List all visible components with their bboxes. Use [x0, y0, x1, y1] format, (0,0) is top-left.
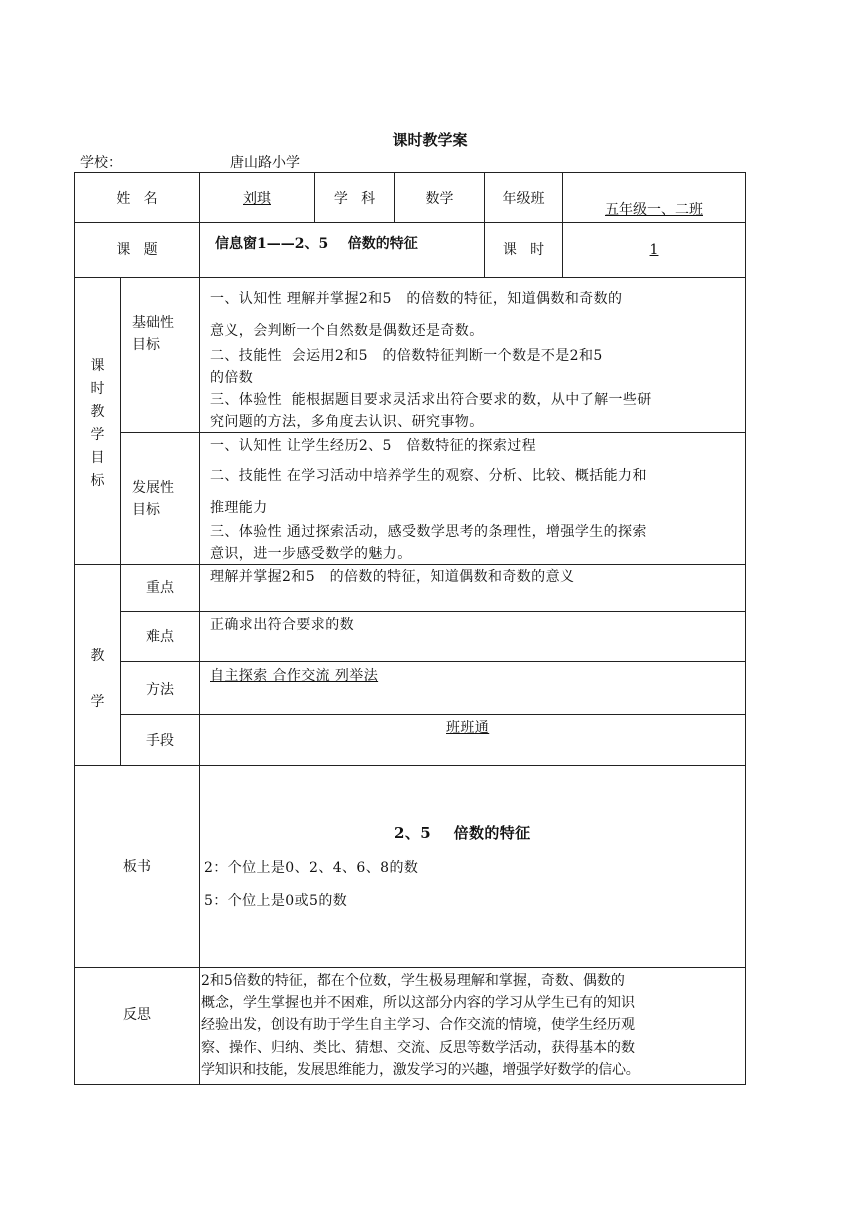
- subject-label: 学 科: [333, 191, 376, 207]
- label-char: 教: [90, 404, 105, 420]
- row-divider: [74, 967, 745, 968]
- name-value: 刘琪: [243, 191, 271, 207]
- row-divider: [120, 661, 745, 662]
- col-divider: [484, 172, 485, 277]
- table-border-right: [745, 172, 746, 1085]
- text-line: 的倍数: [210, 370, 254, 386]
- board-heading: 2、5 倍数的特征: [394, 824, 531, 842]
- label-char: 教: [90, 648, 105, 664]
- col-divider: [562, 172, 563, 277]
- school-name: 唐山路小学: [230, 155, 300, 171]
- text-line: 推理能力: [210, 500, 268, 516]
- text-line: 三、体验性 通过探索活动，感受数学思考的条理性，增强学生的探索: [210, 524, 647, 540]
- topic-value: 信息窗1——2、5 倍数的特征: [215, 236, 418, 252]
- objectives-group-label: [75, 355, 120, 493]
- difficulty-label: 难点: [146, 629, 174, 645]
- text-line: 察、操作、归纳、类比、猜想、交流、反思等数学活动，获得基本的数: [201, 1040, 635, 1056]
- topic-label: 课 题: [116, 242, 158, 258]
- text-line: 究问题的方法，多角度去认识、研究事物。: [210, 414, 484, 430]
- col-divider: [199, 172, 200, 1085]
- label-line: 目标: [132, 502, 160, 518]
- table-border-left: [74, 172, 75, 1085]
- table-border-bottom: [74, 1084, 745, 1085]
- method-value: 自主探索 合作交流 列举法: [210, 668, 379, 684]
- class-label: 年级班: [502, 191, 545, 207]
- class-value: 五年级一、二班: [605, 202, 703, 218]
- label-char: 课: [90, 358, 105, 374]
- develop-objective-label: [132, 477, 174, 521]
- text-line: 意识，进一步感受数学的魅力。: [210, 546, 412, 562]
- text-line: 三、体验性 能根据题目要求灵活求出符合要求的数，从中了解一些研: [210, 392, 652, 408]
- row-divider: [120, 714, 745, 715]
- difficulty-value: 正确求出符合要求的数: [210, 617, 354, 633]
- means-label: 手段: [146, 733, 174, 749]
- page-title: 课时教学案: [392, 131, 468, 149]
- label-line: 基础性: [132, 315, 174, 331]
- table-border-top: [74, 172, 745, 173]
- label-line: 发展性: [132, 480, 174, 496]
- row-divider: [120, 611, 745, 612]
- board-line-even: 2：个位上是0、2、4、6、8的数: [204, 860, 419, 876]
- subject-value: 数学: [425, 191, 454, 207]
- period-value: 1: [649, 242, 659, 258]
- text-line: 二、技能性 在学习活动中培养学生的观察、分析、比较、概括能力和: [210, 468, 647, 484]
- label-char: 目: [90, 450, 105, 466]
- text-line: 经验出发，创设有助于学生自主学习、合作交流的情境，使学生经历观: [201, 1017, 635, 1033]
- text-line: 概念，学生掌握也并不困难，所以这部分内容的学习从学生已有的知识: [201, 995, 635, 1011]
- text-line: 学知识和技能，发展思维能力，激发学习的兴趣，增强学好数学的信心。: [201, 1062, 640, 1078]
- text-line: 2和5倍数的特征，都在个位数，学生极易理解和掌握，奇数、偶数的: [201, 973, 625, 989]
- row-divider: [120, 432, 745, 433]
- reflection-label: 反思: [123, 1007, 151, 1023]
- name-label: 姓 名: [116, 191, 158, 207]
- label-char: 学: [90, 694, 105, 710]
- row-divider: [74, 564, 745, 565]
- school-line: [80, 152, 300, 172]
- label-char: 学: [90, 427, 105, 443]
- means-value: 班班通: [446, 720, 490, 736]
- teaching-group-label: [75, 633, 120, 725]
- school-label: 学校：: [80, 155, 122, 171]
- text-line: 二、技能性 会运用2和5 的倍数特征判断一个数是不是2和5: [210, 348, 603, 364]
- key-point-label: 重点: [146, 580, 174, 596]
- period-label: 课 时: [502, 242, 545, 258]
- text-line: 意义，会判断一个自然数是偶数还是奇数。: [210, 323, 484, 339]
- label-line: 目标: [132, 337, 160, 353]
- label-char: 标: [90, 473, 105, 489]
- basic-objective-label: [132, 312, 174, 356]
- row-divider: [74, 222, 745, 223]
- label-char: 时: [90, 381, 105, 397]
- row-divider: [74, 277, 745, 278]
- key-point-value: 理解并掌握2和5 的倍数的特征，知道偶数和奇数的意义: [210, 569, 575, 585]
- row-divider: [74, 765, 745, 766]
- text-line: 一、认知性 让学生经历2、5 倍数特征的探索过程: [210, 438, 537, 454]
- method-label: 方法: [146, 682, 174, 698]
- board-label: 板书: [123, 859, 151, 875]
- text-line: 一、认知性 理解并掌握2和5 的倍数的特征，知道偶数和奇数的: [210, 291, 623, 307]
- board-line-five: 5：个位上是0或5的数: [204, 893, 348, 909]
